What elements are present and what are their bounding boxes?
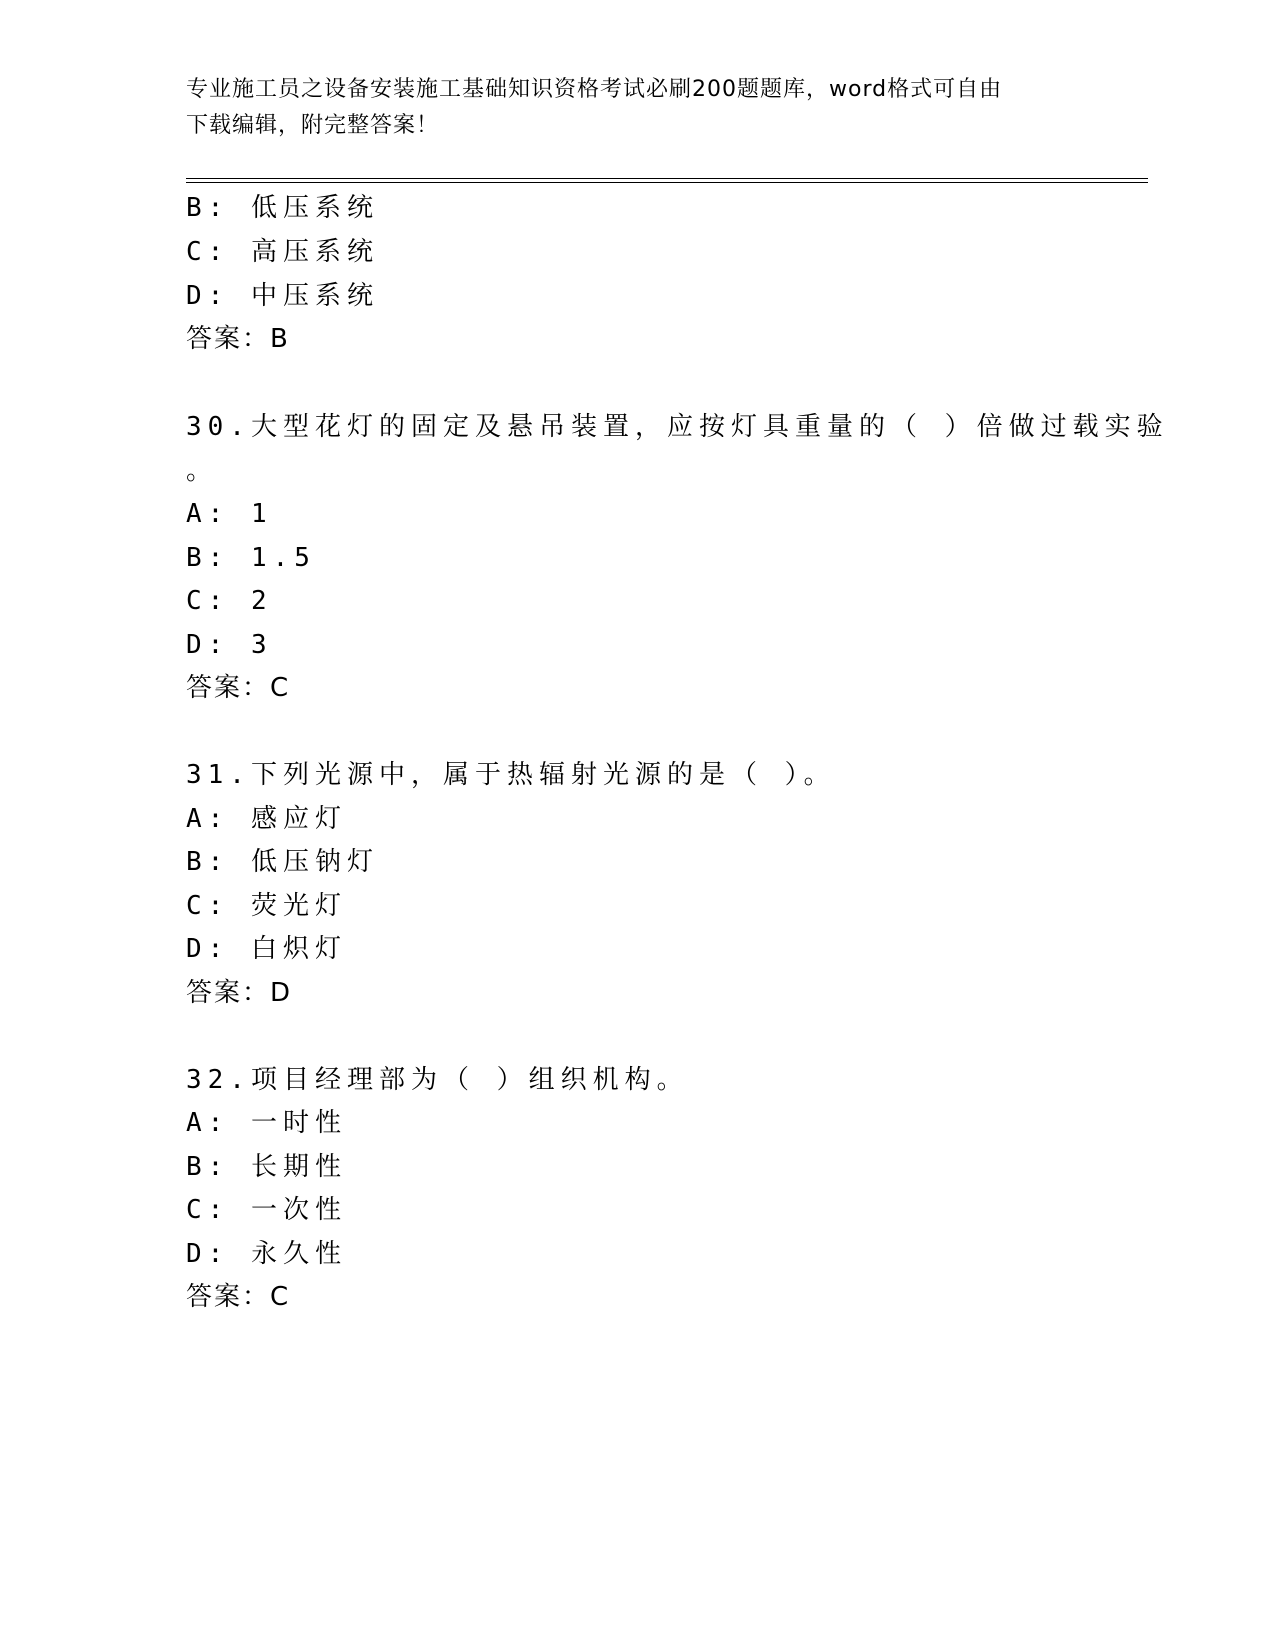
answer: 答案：C [186, 1282, 291, 1312]
option-b: B: 1.5 [186, 543, 316, 573]
option-d: D: 白炽灯 [186, 934, 347, 964]
option-d: D: 3 [186, 630, 273, 660]
document-header [186, 72, 1086, 144]
option-d: D: 永久性 [186, 1239, 347, 1269]
answer: 答案：C [186, 673, 291, 703]
option-a: A: 感应灯 [186, 804, 347, 834]
question-stem: 30.大型花灯的固定及悬吊装置，应按灯具重量的（ ）倍做过载实验 [186, 412, 1169, 442]
header-line-1: 专业施工员之设备安装施工基础知识资格考试必刷200题题库，word格式可自由 [186, 77, 1003, 102]
option-b: B: 低压钠灯 [186, 847, 379, 877]
option-c: C: 荧光灯 [186, 891, 347, 921]
header-divider-top [186, 178, 1148, 179]
option-c: C: 高压系统 [186, 237, 379, 267]
option-c: C: 2 [186, 586, 273, 616]
option-d: D: 中压系统 [186, 281, 379, 311]
question-stem: 32.项目经理部为（ ）组织机构。 [186, 1065, 689, 1095]
answer: 答案：D [186, 978, 293, 1008]
answer: 答案：B [186, 324, 290, 354]
question-stem: 31.下列光源中，属于热辐射光源的是（ ）。 [186, 760, 836, 790]
option-b: B: 低压系统 [186, 193, 379, 223]
option-a: A: 一时性 [186, 1108, 347, 1138]
header-line-2: 下载编辑，附完整答案！ [186, 113, 440, 138]
option-c: C: 一次性 [186, 1195, 347, 1225]
question-stem-continued: 。 [186, 456, 219, 486]
option-b: B: 长期性 [186, 1152, 347, 1182]
option-a: A: 1 [186, 499, 273, 529]
header-divider-bottom [186, 182, 1148, 183]
